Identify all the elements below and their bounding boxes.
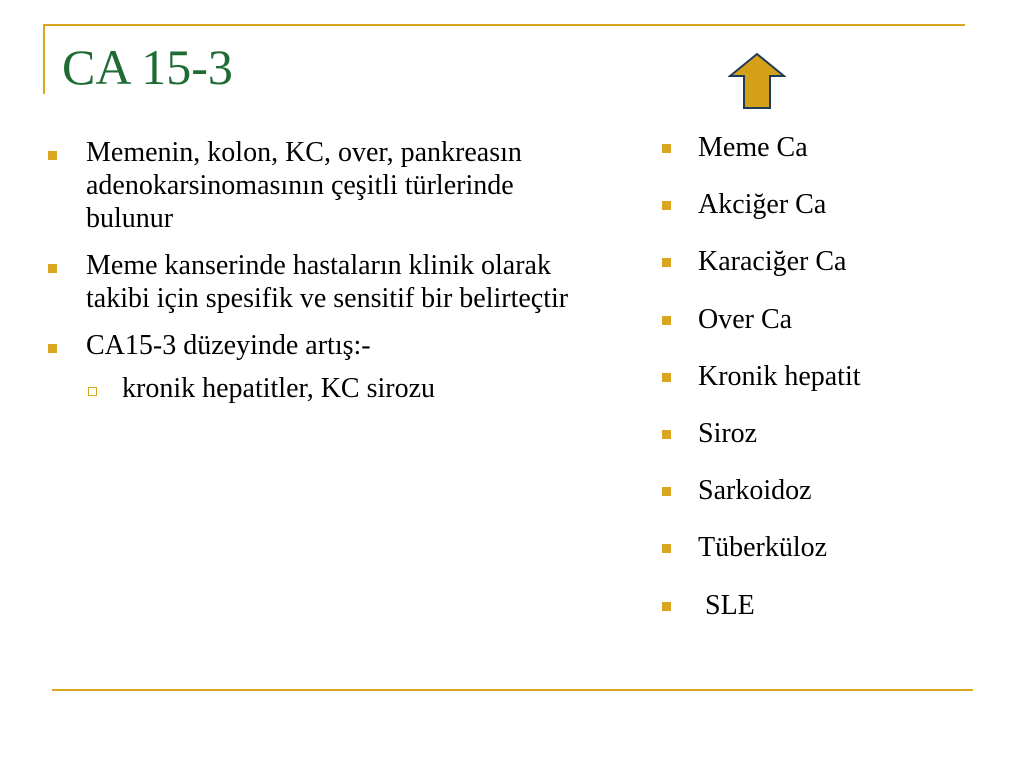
square-bullet-icon <box>662 373 671 382</box>
list-item <box>658 528 978 585</box>
list-item-text: Siroz <box>698 417 758 449</box>
hollow-square-bullet-icon <box>88 387 97 396</box>
right-bullet-list <box>658 128 978 643</box>
left-bullet-list <box>44 136 604 405</box>
list-item <box>658 185 978 242</box>
list-item-text: Kronik hepatit <box>698 360 861 392</box>
frame-bottom-line <box>52 689 973 691</box>
list-item <box>658 128 978 185</box>
list-item-text: Tüberküloz <box>698 532 828 564</box>
sub-list-item-text: kronik hepatitler, KC sirozu <box>122 373 436 405</box>
list-item <box>658 300 978 357</box>
list-item <box>44 249 604 315</box>
list-item-text: Meme kanserinde hastaların klinik olarak takibi için spesifik ve sensitif bir belirteçtir <box>86 250 569 315</box>
square-bullet-icon <box>662 201 671 210</box>
slide-title: CA 15-3 <box>62 39 233 95</box>
list-item <box>658 242 978 299</box>
square-bullet-icon <box>48 344 57 353</box>
list-item-text: SLE <box>698 589 755 621</box>
list-item-text: Sarkoidoz <box>698 475 812 507</box>
list-item-text: Meme Ca <box>698 132 808 163</box>
list-item-text: Over Ca <box>698 303 793 335</box>
sub-list-item <box>44 372 604 405</box>
list-item-text: Karaciğer Ca <box>698 246 847 278</box>
square-bullet-icon <box>48 264 57 273</box>
square-bullet-icon <box>662 316 671 325</box>
square-bullet-icon <box>662 487 671 496</box>
frame-left-line <box>43 24 45 94</box>
list-item <box>44 329 604 362</box>
list-item-text: CA15-3 düzeyinde artış:- <box>86 330 371 362</box>
square-bullet-icon <box>662 430 671 439</box>
square-bullet-icon <box>662 144 671 153</box>
square-bullet-icon <box>662 544 671 553</box>
list-item <box>658 414 978 471</box>
list-item-text: Memenin, kolon, KC, over, pankreasın adenokarsinomasının çeşitli türlerinde bulunur <box>86 137 522 235</box>
list-item <box>658 471 978 528</box>
list-item-text: Akciğer Ca <box>698 189 827 221</box>
square-bullet-icon <box>662 258 671 267</box>
list-item <box>658 357 978 414</box>
square-bullet-icon <box>48 151 57 160</box>
list-item <box>44 136 604 235</box>
up-arrow-icon <box>728 52 786 110</box>
frame-top-line <box>43 24 965 26</box>
square-bullet-icon <box>662 602 671 611</box>
list-item <box>658 586 978 643</box>
